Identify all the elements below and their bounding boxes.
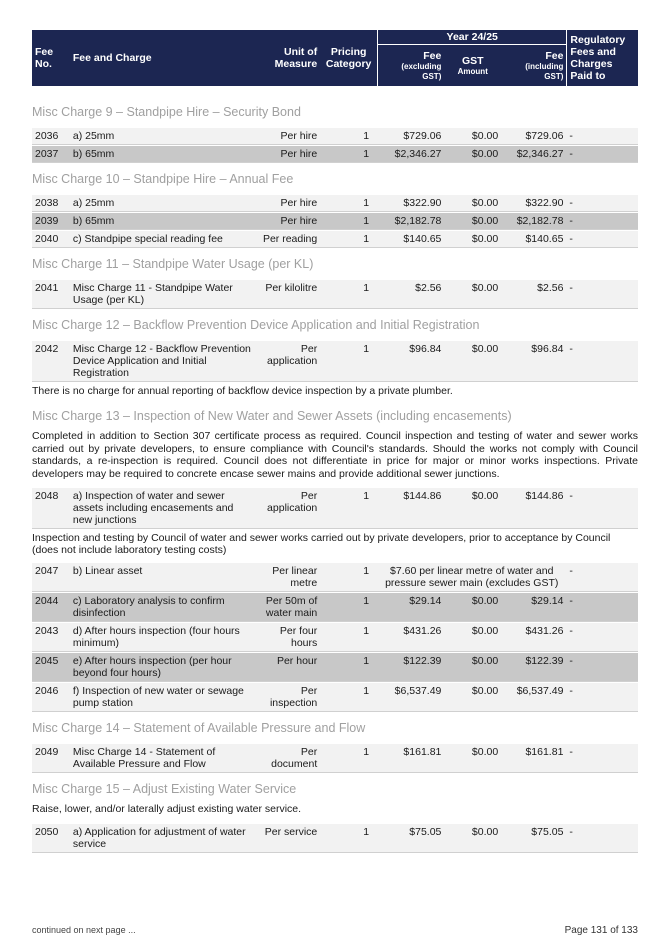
fee-name: a) Application for adjustment of water service (70, 823, 255, 853)
column-header (32, 30, 638, 86)
fee-row (32, 682, 638, 712)
fee-incl-gst: $75.05 (501, 823, 566, 853)
header-fee-excl: Fee (excluding GST) (377, 45, 444, 86)
fee-table (32, 340, 638, 382)
fee-excl-gst: $161.81 (377, 743, 444, 773)
header-fee-and-charge: Fee and Charge (70, 30, 255, 86)
section-title: Misc Charge 14 – Statement of Available Pressure and Flow (32, 721, 366, 735)
section (32, 317, 638, 400)
fee-incl-gst: $2,346.27 (501, 145, 566, 163)
regulatory-fee: - (566, 212, 638, 230)
regulatory-fee: - (566, 652, 638, 682)
fee-name: f) Inspection of new water or sewage pump station (70, 682, 255, 712)
regulatory-fee: - (566, 682, 638, 712)
fee-no: 2045 (32, 652, 70, 682)
pricing-category: 1 (320, 340, 377, 382)
section-intro: Completed in addition to Section 307 certificate process as required. Council inspection and testing of water and sewer works carried out by private developers, to ensure compliance with Council's standards. Should the works not comply with Council standards, a re-inspection is required. Council does not differentiate in price for major or minor works inspections. Private developers may be required to concrete encase sewer mains and provide additional sewer junctions. (32, 430, 638, 480)
unit-of-measure: Per hire (255, 194, 320, 212)
fee-row (32, 212, 638, 230)
section (32, 256, 638, 309)
fee-name: Misc Charge 14 - Statement of Available Pressure and Flow (70, 743, 255, 773)
pricing-category: 1 (320, 145, 377, 163)
fee-incl-gst: $322.90 (501, 194, 566, 212)
pricing-category: 1 (320, 682, 377, 712)
fee-incl-gst: $96.84 (501, 340, 566, 382)
unit-of-measure: Per application (255, 340, 320, 382)
fee-name: c) Laboratory analysis to confirm disinfection (70, 592, 255, 622)
fee-name: c) Standpipe special reading fee (70, 230, 255, 248)
fee-row (32, 145, 638, 163)
fee-schedule-page (32, 30, 638, 853)
unit-of-measure: Per hire (255, 127, 320, 145)
section-note: Inspection and testing by Council of water and sewer works carried out by private developers, prior to acceptance by Council (does not include laboratory testing costs) (32, 532, 611, 556)
fee-row (32, 562, 638, 592)
fee-incl-gst: $122.39 (501, 652, 566, 682)
fee-name: b) 65mm (70, 145, 255, 163)
fee-excl-gst: $122.39 (377, 652, 444, 682)
gst-amount: $0.00 (444, 823, 501, 853)
section-title: Misc Charge 9 – Standpipe Hire – Security Bond (32, 105, 301, 119)
fee-name: a) Inspection of water and sewer assets including encasements and new junctions (70, 487, 255, 529)
unit-of-measure: Per 50m of water main (255, 592, 320, 622)
regulatory-fee: - (566, 194, 638, 212)
section (32, 104, 638, 163)
fee-table (32, 743, 638, 773)
fee-excl-gst: $140.65 (377, 230, 444, 248)
pricing-category: 1 (320, 823, 377, 853)
fee-no: 2039 (32, 212, 70, 230)
fee-no: 2038 (32, 194, 70, 212)
merged-fee-note: $7.60 per linear metre of water and pressure sewer main (excludes GST) (377, 562, 566, 592)
fee-name: d) After hours inspection (four hours minimum) (70, 622, 255, 652)
fee-table (32, 194, 638, 248)
gst-amount: $0.00 (444, 652, 501, 682)
gst-amount: $0.00 (444, 279, 501, 309)
fee-incl-gst: $431.26 (501, 622, 566, 652)
fee-excl-gst: $75.05 (377, 823, 444, 853)
gst-amount: $0.00 (444, 194, 501, 212)
fee-row (32, 230, 638, 248)
pricing-category: 1 (320, 194, 377, 212)
fee-row (32, 592, 638, 622)
unit-of-measure: Per document (255, 743, 320, 773)
regulatory-fee: - (566, 127, 638, 145)
gst-amount: $0.00 (444, 682, 501, 712)
fee-excl-gst: $2.56 (377, 279, 444, 309)
fee-row (32, 823, 638, 853)
fee-row (32, 652, 638, 682)
header-pricing-category: Pricing Category (320, 30, 377, 86)
fee-row (32, 340, 638, 382)
sections-container (32, 104, 638, 853)
fee-no: 2049 (32, 743, 70, 773)
fee-row (32, 127, 638, 145)
gst-amount: $0.00 (444, 487, 501, 529)
fee-row (32, 194, 638, 212)
fee-incl-gst: $2.56 (501, 279, 566, 309)
pricing-category: 1 (320, 622, 377, 652)
fee-table (32, 487, 638, 529)
section-title: Misc Charge 15 – Adjust Existing Water Service (32, 782, 297, 796)
fee-table (32, 823, 638, 853)
pricing-category: 1 (320, 487, 377, 529)
fee-no: 2046 (32, 682, 70, 712)
section-title: Misc Charge 12 – Backflow Prevention Device Application and Initial Registration (32, 318, 480, 332)
unit-of-measure: Per service (255, 823, 320, 853)
fee-excl-gst: $144.86 (377, 487, 444, 529)
fee-no: 2042 (32, 340, 70, 382)
fee-excl-gst: $29.14 (377, 592, 444, 622)
fee-incl-gst: $6,537.49 (501, 682, 566, 712)
fee-no: 2040 (32, 230, 70, 248)
fee-no: 2050 (32, 823, 70, 853)
header-fee-no: Fee No. (32, 30, 70, 86)
fee-incl-gst: $29.14 (501, 592, 566, 622)
regulatory-fee: - (566, 279, 638, 309)
section-intro: Raise, lower, and/or laterally adjust existing water service. (32, 803, 302, 815)
fee-name: a) 25mm (70, 194, 255, 212)
header-regulatory: Regulatory Fees and Charges Paid to (566, 30, 638, 86)
fee-no: 2037 (32, 145, 70, 163)
regulatory-fee: - (566, 592, 638, 622)
fee-row (32, 743, 638, 773)
regulatory-fee: - (566, 562, 638, 592)
fee-name: e) After hours inspection (per hour beyond four hours) (70, 652, 255, 682)
unit-of-measure: Per hour (255, 652, 320, 682)
fee-incl-gst: $140.65 (501, 230, 566, 248)
pricing-category: 1 (320, 562, 377, 592)
fee-no: 2048 (32, 487, 70, 529)
fee-name: b) Linear asset (70, 562, 255, 592)
unit-of-measure: Per kilolitre (255, 279, 320, 309)
fee-incl-gst: $161.81 (501, 743, 566, 773)
fee-excl-gst: $431.26 (377, 622, 444, 652)
header-year: Year 24/25 (377, 30, 566, 45)
fee-name: Misc Charge 11 - Standpipe Water Usage (per KL) (70, 279, 255, 309)
unit-of-measure: Per hire (255, 145, 320, 163)
pricing-category: 1 (320, 212, 377, 230)
unit-of-measure: Per linear metre (255, 562, 320, 592)
unit-of-measure: Per hire (255, 212, 320, 230)
pricing-category: 1 (320, 230, 377, 248)
fee-no: 2043 (32, 622, 70, 652)
regulatory-fee: - (566, 145, 638, 163)
gst-amount: $0.00 (444, 127, 501, 145)
unit-of-measure: Per reading (255, 230, 320, 248)
fee-excl-gst: $2,182.78 (377, 212, 444, 230)
section (32, 408, 638, 712)
fee-table (32, 127, 638, 163)
gst-amount: $0.00 (444, 592, 501, 622)
fee-incl-gst: $2,182.78 (501, 212, 566, 230)
unit-of-measure: Per four hours (255, 622, 320, 652)
page-number: Page 131 of 133 (564, 925, 638, 936)
gst-amount: $0.00 (444, 145, 501, 163)
fee-excl-gst: $6,537.49 (377, 682, 444, 712)
fee-no: 2036 (32, 127, 70, 145)
fee-no: 2044 (32, 592, 70, 622)
fee-no: 2041 (32, 279, 70, 309)
continued-note: continued on next page ... (32, 925, 136, 935)
fee-excl-gst: $2,346.27 (377, 145, 444, 163)
regulatory-fee: - (566, 823, 638, 853)
header-gst: GST Amount (444, 45, 501, 86)
section-note: There is no charge for annual reporting of backflow device inspection by a private plumber. (32, 385, 453, 397)
pricing-category: 1 (320, 652, 377, 682)
regulatory-fee: - (566, 340, 638, 382)
section-title: Misc Charge 13 – Inspection of New Water and Sewer Assets (including encasements) (32, 409, 512, 423)
fee-incl-gst: $729.06 (501, 127, 566, 145)
fee-no: 2047 (32, 562, 70, 592)
section-title: Misc Charge 11 – Standpipe Water Usage (per KL) (32, 257, 314, 271)
gst-amount: $0.00 (444, 622, 501, 652)
section (32, 171, 638, 248)
regulatory-fee: - (566, 743, 638, 773)
regulatory-fee: - (566, 487, 638, 529)
unit-of-measure: Per application (255, 487, 320, 529)
fee-name: a) 25mm (70, 127, 255, 145)
fee-excl-gst: $96.84 (377, 340, 444, 382)
pricing-category: 1 (320, 127, 377, 145)
unit-of-measure: Per inspection (255, 682, 320, 712)
gst-amount: $0.00 (444, 230, 501, 248)
fee-row (32, 279, 638, 309)
section (32, 781, 638, 853)
fee-row (32, 487, 638, 529)
regulatory-fee: - (566, 230, 638, 248)
regulatory-fee: - (566, 622, 638, 652)
gst-amount: $0.00 (444, 212, 501, 230)
gst-amount: $0.00 (444, 340, 501, 382)
header-fee-incl: Fee (including GST) (501, 45, 566, 86)
fee-row (32, 622, 638, 652)
section (32, 720, 638, 773)
fee-incl-gst: $144.86 (501, 487, 566, 529)
section-title: Misc Charge 10 – Standpipe Hire – Annual Fee (32, 172, 294, 186)
gst-amount: $0.00 (444, 743, 501, 773)
pricing-category: 1 (320, 279, 377, 309)
fee-excl-gst: $322.90 (377, 194, 444, 212)
header-unit-of-measure: Unit of Measure (255, 30, 320, 86)
fee-table (32, 562, 638, 712)
fee-name: b) 65mm (70, 212, 255, 230)
fee-excl-gst: $729.06 (377, 127, 444, 145)
pricing-category: 1 (320, 743, 377, 773)
fee-name: Misc Charge 12 - Backflow Prevention Device Application and Initial Registration (70, 340, 255, 382)
pricing-category: 1 (320, 592, 377, 622)
fee-table (32, 279, 638, 309)
